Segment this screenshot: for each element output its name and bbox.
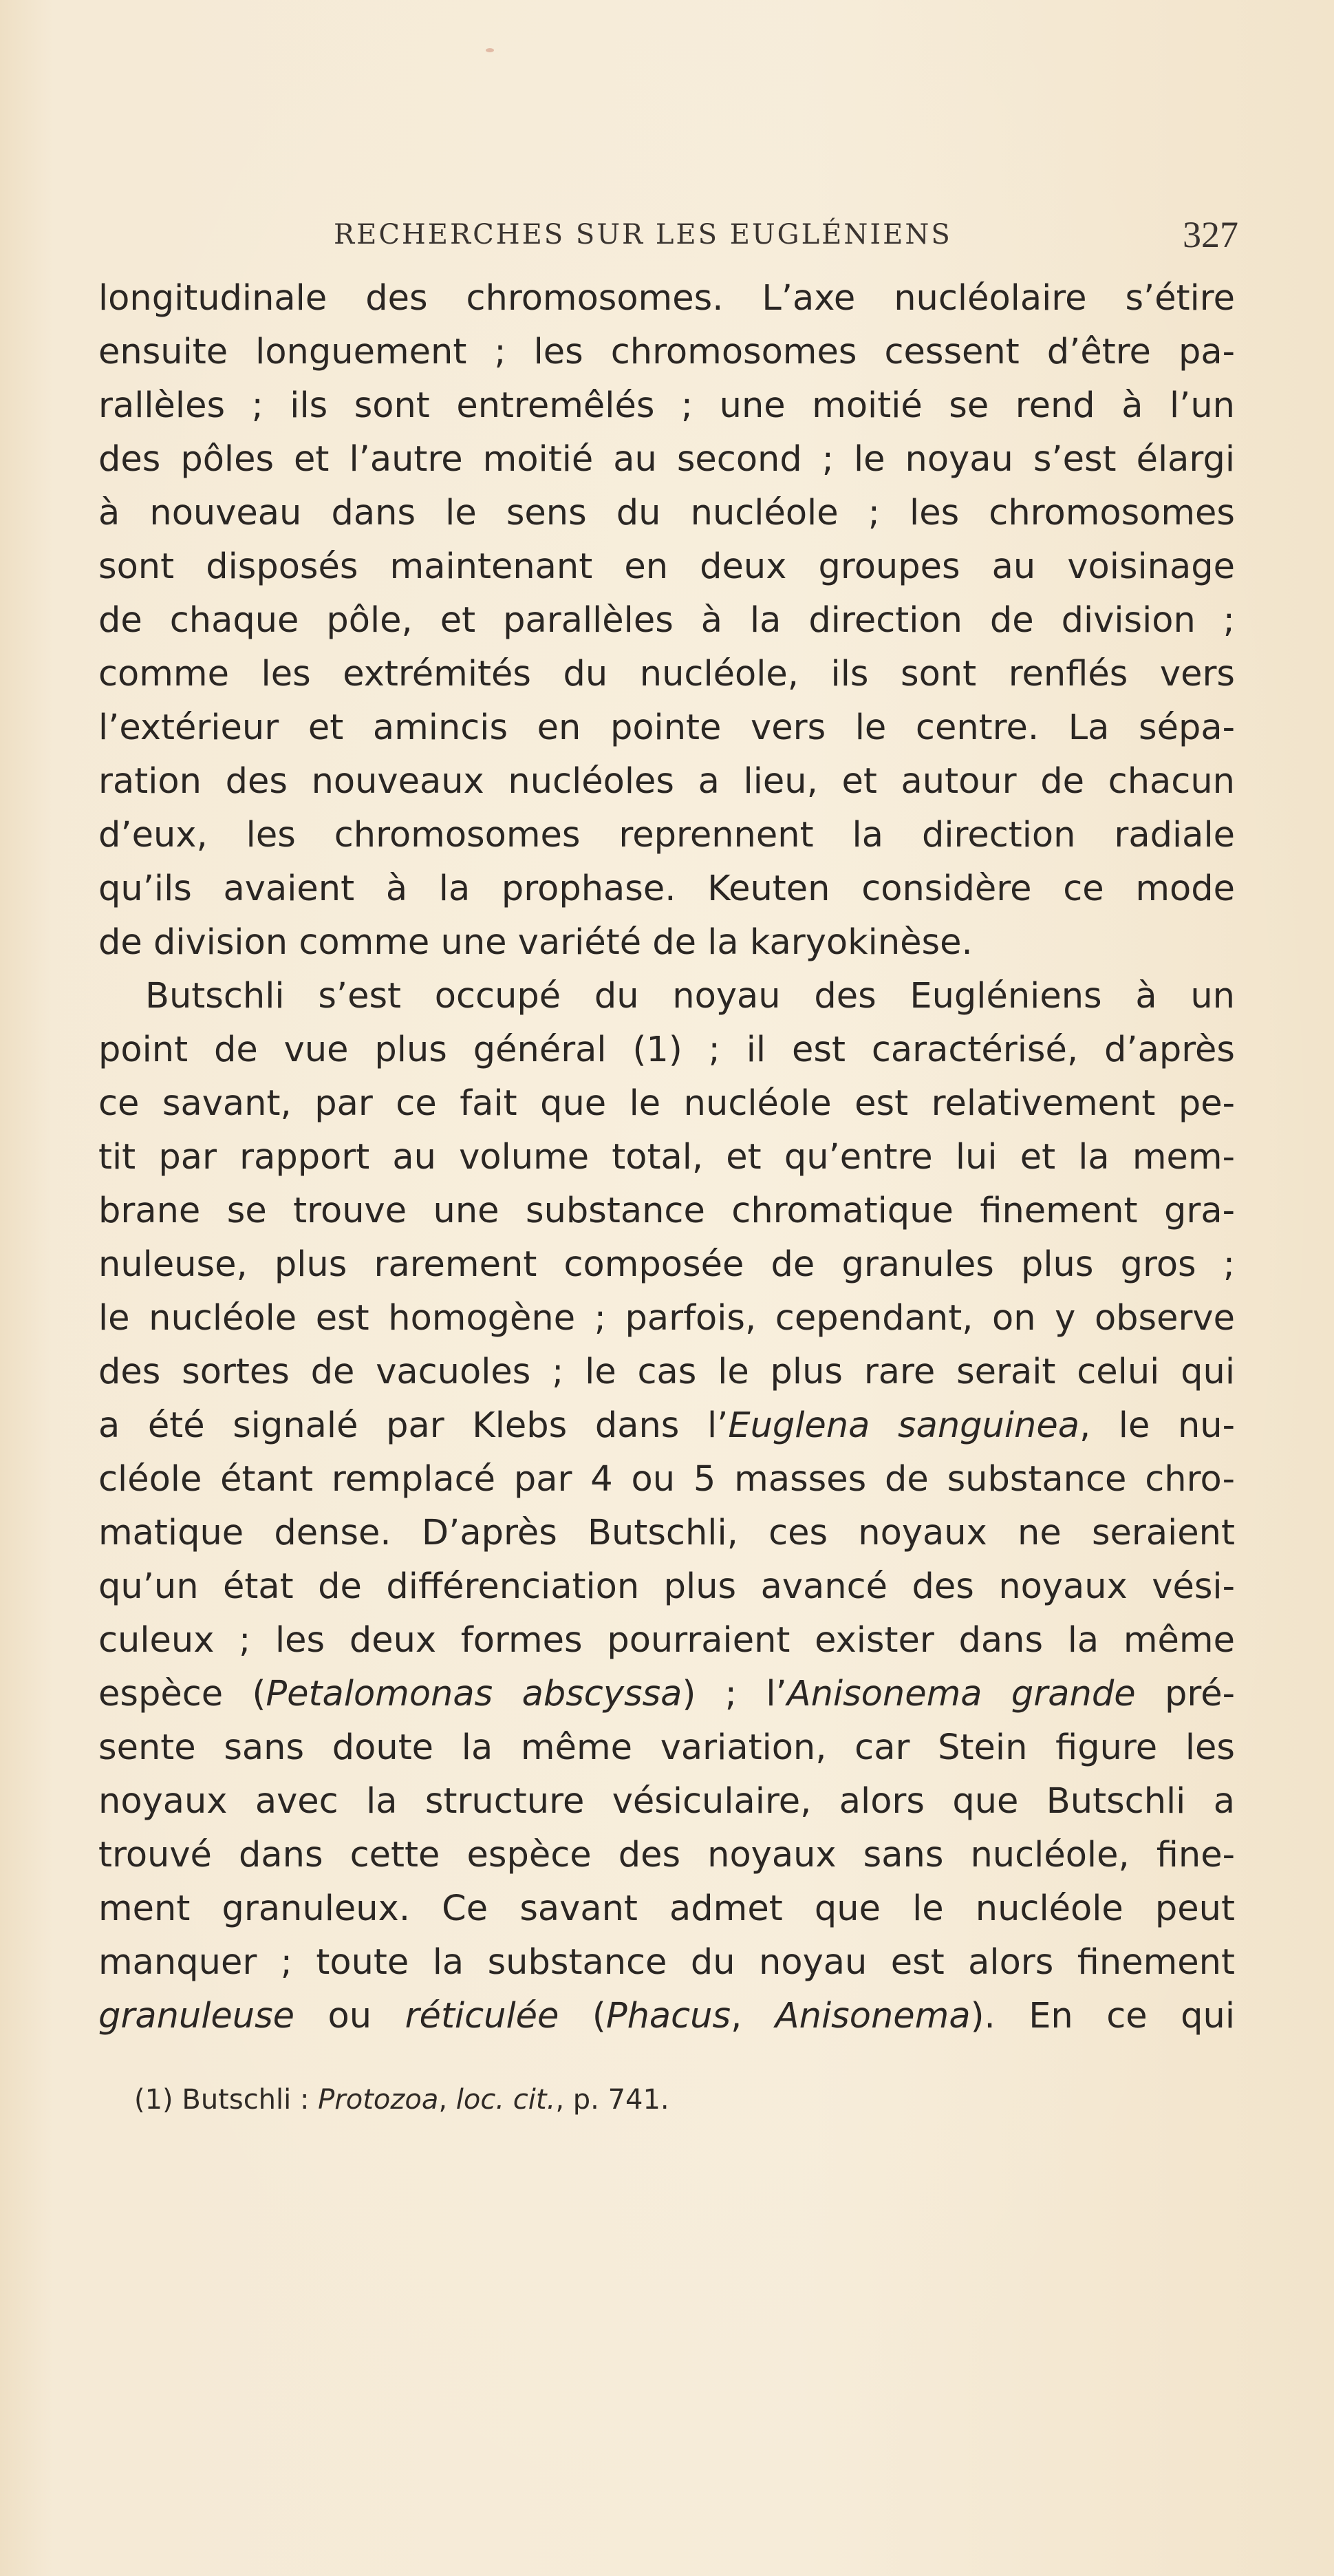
text-run: ensuite longuement ; les chromosomes cessent d’être pa- xyxy=(98,332,1235,372)
text-run: à nouveau dans le sens du nucléole ; les chromosomes xyxy=(98,493,1235,533)
text-line xyxy=(98,1023,1235,1077)
italic-text: granuleuse xyxy=(98,1996,295,2036)
text-line xyxy=(98,1721,1235,1775)
text-run: rallèles ; ils sont entremêlés ; une moitié se rend à l’un xyxy=(98,385,1235,426)
text-run: le nucléole est homogène ; parfois, cependant, on y observe xyxy=(98,1298,1235,1339)
text-line xyxy=(98,1292,1235,1345)
text-run: ce savant, par ce fait que le nucléole est relativement pe- xyxy=(98,1083,1235,1124)
text-run: , xyxy=(438,2084,456,2116)
italic-text: Protozoa xyxy=(318,2084,439,2116)
text-line xyxy=(98,970,1235,1023)
text-run: matique dense. D’après Butschli, ces noyaux ne seraient xyxy=(98,1513,1235,1553)
text-run: culeux ; les deux formes pourraient exister dans la même xyxy=(98,1620,1235,1661)
text-run: pré- xyxy=(1135,1674,1236,1714)
text-run: a été signalé par Klebs dans l’ xyxy=(98,1405,729,1446)
text-run: sente sans doute la même variation, car Stein figure les xyxy=(98,1727,1235,1768)
italic-text: Petalomonas abscyssa xyxy=(266,1674,682,1714)
running-title: RECHERCHES SUR LES EUGLÉNIENS xyxy=(334,219,952,251)
text-run: de division comme une variété de la karyokinèse. xyxy=(98,922,973,963)
text-run: l’extérieur et amincis en pointe vers le centre. La sépa- xyxy=(98,707,1235,748)
text-run: d’eux, les chromosomes reprennent la direction radiale xyxy=(98,815,1235,855)
text-run: Butschli s’est occupé du noyau des Eugléniens à un xyxy=(145,976,1235,1016)
text-line xyxy=(98,1238,1235,1292)
text-line xyxy=(98,701,1235,755)
text-line xyxy=(98,487,1235,540)
text-run: ( xyxy=(559,1996,606,2036)
text-line xyxy=(98,433,1235,487)
text-line xyxy=(98,594,1235,648)
text-line xyxy=(98,272,1235,326)
text-run: brane se trouve une substance chromatique finement gra- xyxy=(98,1191,1235,1231)
text-line xyxy=(98,1614,1235,1668)
text-run: noyaux avec la structure vésiculaire, alors que Butschli a xyxy=(98,1781,1235,1822)
text-run: , p. 741. xyxy=(555,2084,669,2116)
text-line xyxy=(98,1668,1235,1721)
italic-text: Anisonema xyxy=(775,1996,971,2036)
text-line xyxy=(98,379,1235,433)
italic-text: Anisonema grande xyxy=(786,1674,1136,1714)
text-run: (1) Butschli : xyxy=(134,2084,319,2116)
text-run: cléole étant remplacé par 4 ou 5 masses de substance chro- xyxy=(98,1459,1235,1500)
text-run: espèce ( xyxy=(98,1674,266,1714)
text-line xyxy=(98,1453,1235,1507)
text-run: ou xyxy=(294,1996,405,2036)
page-number: 327 xyxy=(1183,214,1238,255)
text-line xyxy=(98,1936,1235,1990)
text-line xyxy=(98,755,1235,809)
text-line xyxy=(98,540,1235,594)
text-run: qu’ils avaient à la prophase. Keuten considère ce mode xyxy=(98,869,1235,909)
text-run: qu’un état de différenciation plus avancé des noyaux vési- xyxy=(98,1566,1235,1607)
text-run: point de vue plus général (1) ; il est caractérisé, d’après xyxy=(98,1030,1235,1070)
text-line xyxy=(98,1184,1235,1238)
text-line xyxy=(98,326,1235,379)
text-line xyxy=(98,1882,1235,1936)
text-line xyxy=(98,1131,1235,1184)
text-line xyxy=(98,1829,1235,1882)
page-header xyxy=(96,214,1238,260)
italic-text: Euglena sanguinea xyxy=(728,1405,1079,1446)
text-run: comme les extrémités du nucléole, ils sont renflés vers xyxy=(98,654,1235,694)
text-run: manquer ; toute la substance du noyau est alors finement xyxy=(98,1942,1235,1983)
text-line xyxy=(98,1507,1235,1560)
body-text xyxy=(98,272,1235,2043)
italic-text: Phacus xyxy=(605,1996,731,2036)
text-run: des sortes de vacuoles ; le cas le plus rare serait celui qui xyxy=(98,1352,1235,1392)
text-run: tit par rapport au volume total, et qu’entre lui et la mem- xyxy=(98,1137,1235,1178)
footnote xyxy=(134,2084,669,2116)
text-run: ration des nouveaux nucléoles a lieu, et autour de chacun xyxy=(98,761,1235,802)
text-line xyxy=(98,1345,1235,1399)
text-line xyxy=(98,1399,1235,1453)
text-run: de chaque pôle, et parallèles à la direction de division ; xyxy=(98,600,1235,641)
text-line xyxy=(98,916,1235,970)
text-run: ment granuleux. Ce savant admet que le nucléole peut xyxy=(98,1888,1235,1929)
paper-speck xyxy=(486,48,494,52)
text-line xyxy=(98,1077,1235,1131)
text-run: , le nu- xyxy=(1079,1405,1236,1446)
text-line xyxy=(98,1775,1235,1829)
text-run: sont disposés maintenant en deux groupes au voisinage xyxy=(98,546,1235,587)
text-run: ). En ce qui xyxy=(970,1996,1236,2036)
text-run: ) ; l’ xyxy=(682,1674,787,1714)
text-line xyxy=(98,1560,1235,1614)
text-line xyxy=(98,1990,1235,2043)
text-run: nuleuse, plus rarement composée de granules plus gros ; xyxy=(98,1244,1235,1285)
text-run: , xyxy=(731,1996,775,2036)
text-run: des pôles et l’autre moitié au second ; le noyau s’est élargi xyxy=(98,439,1235,480)
text-line xyxy=(98,648,1235,701)
text-line xyxy=(98,862,1235,916)
italic-text: réticulée xyxy=(405,1996,559,2036)
text-line xyxy=(98,809,1235,862)
text-run: trouvé dans cette espèce des noyaux sans nucléole, fine- xyxy=(98,1835,1235,1875)
italic-text: loc. cit. xyxy=(455,2084,556,2116)
text-run: longitudinale des chromosomes. L’axe nucléolaire s’étire xyxy=(98,278,1235,319)
